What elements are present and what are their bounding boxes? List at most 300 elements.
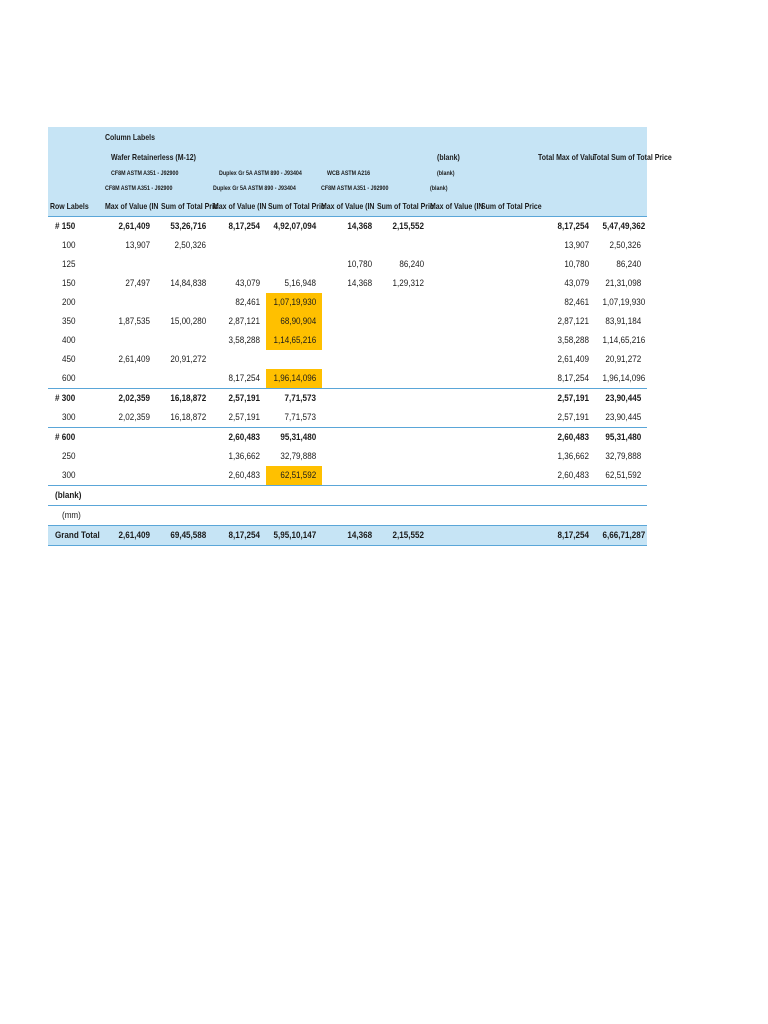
value-text: 1,14,65,216 — [273, 335, 317, 346]
group-wafer-retainerless: Wafer Retainerless (M-12) — [111, 152, 196, 162]
value-cell[interactable] — [96, 447, 156, 466]
table-row — [48, 274, 647, 293]
value-text: 21,31,098 — [605, 278, 641, 289]
value-text: 14,368 — [347, 530, 372, 541]
row-label[interactable] — [48, 274, 96, 293]
value-text: 32,79,888 — [605, 451, 641, 462]
value-text: 10,780 — [564, 259, 589, 270]
value-text: 15,00,280 — [170, 316, 206, 327]
value-text: 8,17,254 — [557, 373, 589, 384]
value-cell[interactable] — [322, 486, 378, 506]
value-cell[interactable] — [96, 217, 156, 237]
measure-header: Sum of Total Price — [481, 201, 542, 211]
row-label[interactable] — [48, 236, 96, 255]
value-cell[interactable] — [488, 236, 525, 255]
measure-header: Max of Value (IN — [105, 201, 159, 211]
value-cell[interactable] — [488, 466, 525, 486]
value-cell[interactable] — [430, 312, 488, 331]
row-label-text: 125 — [62, 259, 76, 270]
value-cell[interactable] — [212, 255, 266, 274]
value-cell[interactable] — [266, 428, 322, 448]
value-cell[interactable] — [488, 293, 525, 312]
table-row — [48, 369, 647, 389]
value-text: 7,71,573 — [284, 393, 316, 404]
value-cell[interactable] — [96, 389, 156, 409]
row-label[interactable] — [48, 526, 100, 546]
value-cell[interactable] — [488, 350, 525, 369]
value-text: 62,51,592 — [605, 470, 641, 481]
value-cell[interactable] — [430, 506, 488, 526]
value-cell[interactable] — [96, 526, 156, 546]
row-label-text: 100 — [62, 240, 76, 251]
table-row — [48, 312, 647, 331]
value-cell[interactable] — [156, 408, 212, 428]
value-cell[interactable] — [266, 447, 322, 466]
value-cell[interactable] — [212, 331, 266, 350]
value-cell[interactable] — [212, 526, 266, 546]
row-label[interactable] — [48, 486, 96, 506]
value-text: 2,60,483 — [228, 470, 260, 481]
row-label[interactable] — [48, 408, 96, 428]
value-text: 13,907 — [564, 240, 589, 251]
value-text: 7,71,573 — [284, 412, 316, 423]
value-cell[interactable] — [595, 217, 647, 237]
value-cell[interactable] — [378, 486, 430, 506]
value-cell[interactable] — [378, 255, 430, 274]
value-cell[interactable] — [212, 274, 266, 293]
value-cell[interactable] — [430, 466, 488, 486]
value-text: 32,79,888 — [280, 451, 316, 462]
value-text: 2,57,191 — [228, 412, 260, 423]
value-cell[interactable] — [266, 274, 322, 293]
value-cell[interactable] — [488, 217, 525, 237]
value-cell[interactable] — [430, 428, 488, 448]
value-cell[interactable] — [378, 331, 430, 350]
value-cell[interactable] — [525, 466, 595, 486]
value-text: 1,07,19,930 — [273, 297, 317, 308]
value-cell[interactable] — [378, 466, 430, 486]
value-cell[interactable] — [525, 408, 595, 428]
value-cell[interactable] — [595, 236, 647, 255]
value-cell[interactable] — [488, 526, 525, 546]
value-text: 95,31,480 — [605, 432, 641, 443]
value-cell[interactable] — [430, 274, 488, 293]
value-cell[interactable] — [96, 428, 156, 448]
value-cell[interactable] — [212, 506, 266, 526]
measure-header: Sum of Total Pric — [268, 201, 325, 211]
value-text: 43,079 — [564, 278, 589, 289]
row-label-text: # 150 — [55, 221, 76, 232]
value-cell[interactable] — [212, 447, 266, 466]
value-cell[interactable] — [96, 255, 156, 274]
table-row — [48, 236, 647, 255]
value-cell[interactable] — [322, 255, 378, 274]
value-cell[interactable] — [156, 428, 212, 448]
value-cell[interactable] — [430, 369, 488, 389]
value-cell[interactable] — [595, 389, 647, 409]
value-cell[interactable] — [378, 369, 430, 389]
material-label: (blank) — [437, 170, 455, 177]
value-text: 69,45,588 — [170, 530, 206, 541]
value-text: 5,16,948 — [284, 278, 316, 289]
value-text: 2,61,409 — [118, 354, 150, 365]
value-text: 14,84,838 — [170, 278, 206, 289]
value-text: 2,15,552 — [392, 221, 424, 232]
value-cell[interactable] — [322, 526, 378, 546]
value-text: 6,66,71,287 — [602, 530, 646, 541]
value-cell[interactable] — [156, 466, 212, 486]
value-cell[interactable] — [378, 312, 430, 331]
value-cell[interactable] — [322, 369, 378, 389]
value-cell[interactable] — [96, 506, 156, 526]
row-label[interactable] — [48, 428, 96, 448]
value-text: 8,17,254 — [228, 530, 260, 541]
value-text: 62,51,592 — [280, 470, 316, 481]
value-text: 1,96,14,096 — [273, 373, 317, 384]
value-cell[interactable] — [378, 447, 430, 466]
value-cell[interactable] — [322, 350, 378, 369]
value-cell[interactable] — [322, 466, 378, 486]
value-text: 1,29,312 — [392, 278, 424, 289]
value-cell[interactable] — [96, 312, 156, 331]
value-cell[interactable] — [212, 466, 266, 486]
value-cell[interactable] — [595, 486, 647, 506]
value-cell[interactable] — [488, 389, 525, 409]
column-labels[interactable]: Column Labels — [105, 132, 155, 142]
measure-header: Sum of Total Pric — [377, 201, 434, 211]
value-cell[interactable] — [378, 408, 430, 428]
measure-header: Max of Value (IN — [213, 201, 267, 211]
group-row — [48, 217, 647, 237]
total-sum-header: Total Sum of Total Price — [593, 152, 672, 162]
row-label-text: 200 — [62, 297, 76, 308]
value-cell[interactable] — [322, 506, 378, 526]
value-cell[interactable] — [430, 526, 488, 546]
value-cell[interactable] — [378, 217, 430, 237]
value-cell[interactable] — [266, 293, 322, 312]
value-cell[interactable] — [266, 331, 322, 350]
material-label: (blank) — [430, 185, 448, 192]
value-cell[interactable] — [595, 312, 647, 331]
value-cell[interactable] — [525, 447, 595, 466]
value-cell[interactable] — [212, 389, 266, 409]
row-label[interactable] — [48, 466, 96, 486]
row-labels[interactable]: Row Labels — [50, 201, 89, 211]
value-cell[interactable] — [212, 217, 266, 237]
value-cell[interactable] — [488, 428, 525, 448]
value-text: 23,90,445 — [605, 412, 641, 423]
value-cell[interactable] — [488, 255, 525, 274]
measure-header: Max of Value (IN — [321, 201, 375, 211]
value-cell[interactable] — [156, 274, 212, 293]
value-cell[interactable] — [378, 293, 430, 312]
value-cell[interactable] — [212, 369, 266, 389]
value-cell[interactable] — [322, 312, 378, 331]
value-cell[interactable] — [96, 293, 156, 312]
value-cell[interactable] — [430, 408, 488, 428]
value-cell[interactable] — [430, 255, 488, 274]
group-row — [48, 389, 647, 409]
value-cell[interactable] — [488, 274, 525, 293]
value-cell[interactable] — [156, 389, 212, 409]
value-cell[interactable] — [430, 486, 488, 506]
value-cell[interactable] — [430, 350, 488, 369]
value-cell[interactable] — [212, 408, 266, 428]
row-label[interactable] — [48, 217, 96, 237]
value-cell[interactable] — [322, 428, 378, 448]
value-cell[interactable] — [156, 506, 212, 526]
value-cell[interactable] — [595, 255, 647, 274]
value-cell[interactable] — [595, 350, 647, 369]
value-cell[interactable] — [430, 447, 488, 466]
value-cell[interactable] — [266, 466, 322, 486]
value-cell[interactable] — [488, 447, 525, 466]
value-cell[interactable] — [96, 350, 156, 369]
value-text: 2,61,409 — [118, 530, 150, 541]
value-cell[interactable] — [156, 350, 212, 369]
value-cell[interactable] — [156, 526, 212, 546]
row-label[interactable] — [48, 293, 96, 312]
row-label-text: Grand Total — [55, 530, 100, 541]
value-cell[interactable] — [525, 486, 595, 506]
value-cell[interactable] — [266, 236, 322, 255]
measure-header: Max of Value (IN — [430, 201, 484, 211]
value-cell[interactable] — [525, 369, 595, 389]
value-cell[interactable] — [156, 312, 212, 331]
value-text: 3,58,288 — [228, 335, 260, 346]
value-cell[interactable] — [378, 350, 430, 369]
value-cell[interactable] — [156, 486, 212, 506]
value-text: 16,18,872 — [170, 393, 206, 404]
measure-header: Sum of Total Pric — [161, 201, 218, 211]
value-cell[interactable] — [322, 389, 378, 409]
table-row — [48, 466, 647, 486]
pivot-header — [48, 127, 672, 216]
row-label[interactable] — [48, 447, 96, 466]
value-cell[interactable] — [378, 236, 430, 255]
table-row — [48, 293, 647, 312]
value-cell[interactable] — [488, 331, 525, 350]
table-row — [48, 506, 647, 526]
value-cell[interactable] — [266, 350, 322, 369]
value-cell[interactable] — [156, 217, 212, 237]
row-label-text: # 600 — [55, 432, 76, 443]
row-label[interactable] — [48, 331, 96, 350]
value-cell[interactable] — [525, 526, 595, 546]
value-cell[interactable] — [322, 217, 378, 237]
value-cell[interactable] — [96, 236, 156, 255]
value-text: 8,17,254 — [228, 221, 260, 232]
value-text: 2,15,552 — [392, 530, 424, 541]
value-cell[interactable] — [212, 486, 266, 506]
value-cell[interactable] — [525, 389, 595, 409]
value-cell[interactable] — [266, 312, 322, 331]
value-cell[interactable] — [488, 312, 525, 331]
value-cell[interactable] — [96, 274, 156, 293]
value-cell[interactable] — [430, 293, 488, 312]
value-cell[interactable] — [212, 350, 266, 369]
table-row — [48, 331, 647, 350]
value-cell[interactable] — [266, 217, 322, 237]
value-text: 2,50,326 — [609, 240, 641, 251]
value-text: 53,26,716 — [170, 221, 206, 232]
row-label[interactable] — [48, 506, 96, 526]
value-text: 10,780 — [347, 259, 372, 270]
value-cell[interactable] — [378, 526, 430, 546]
value-cell[interactable] — [595, 466, 647, 486]
value-cell[interactable] — [525, 312, 595, 331]
value-cell[interactable] — [595, 447, 647, 466]
value-cell[interactable] — [430, 217, 488, 237]
value-cell[interactable] — [212, 312, 266, 331]
value-cell[interactable] — [488, 486, 525, 506]
value-cell[interactable] — [156, 255, 212, 274]
value-text: 86,240 — [616, 259, 641, 270]
material-label: WCB ASTM A216 — [327, 170, 371, 177]
value-text: 20,91,272 — [605, 354, 641, 365]
group-blank: (blank) — [437, 152, 460, 162]
value-text: 2,57,191 — [228, 393, 260, 404]
value-cell[interactable] — [525, 274, 595, 293]
material-label: CF8M ASTM A351 - J92900 — [321, 185, 389, 192]
value-text: 2,61,409 — [118, 221, 150, 232]
value-text: 2,60,483 — [557, 470, 589, 481]
value-cell[interactable] — [378, 389, 430, 409]
row-label[interactable] — [48, 350, 96, 369]
row-label[interactable] — [48, 369, 96, 389]
grand-total-row — [48, 526, 647, 546]
value-cell[interactable] — [266, 389, 322, 409]
table-row — [48, 408, 647, 428]
material-label: Duplex Gr 5A ASTM 890 - J93404 — [219, 170, 302, 177]
value-text: 82,461 — [235, 297, 260, 308]
value-text: 2,57,191 — [557, 412, 589, 423]
value-text: 1,14,65,216 — [602, 335, 646, 346]
value-cell[interactable] — [595, 293, 647, 312]
row-label-text: 400 — [62, 335, 76, 346]
value-cell[interactable] — [488, 506, 525, 526]
row-label[interactable] — [48, 312, 96, 331]
value-cell[interactable] — [595, 408, 647, 428]
value-cell[interactable] — [322, 408, 378, 428]
value-cell[interactable] — [156, 236, 212, 255]
value-cell[interactable] — [266, 486, 322, 506]
value-cell[interactable] — [595, 331, 647, 350]
value-cell[interactable] — [156, 293, 212, 312]
value-cell[interactable] — [156, 369, 212, 389]
value-cell[interactable] — [525, 350, 595, 369]
value-cell[interactable] — [525, 217, 595, 237]
value-cell[interactable] — [488, 408, 525, 428]
value-cell[interactable] — [488, 369, 525, 389]
value-cell[interactable] — [525, 255, 595, 274]
value-cell[interactable] — [96, 331, 156, 350]
value-text: 13,907 — [125, 240, 150, 251]
value-text: 1,36,662 — [557, 451, 589, 462]
value-cell[interactable] — [322, 293, 378, 312]
value-cell[interactable] — [595, 428, 647, 448]
value-cell[interactable] — [525, 506, 595, 526]
value-cell[interactable] — [96, 466, 156, 486]
value-text: 27,497 — [125, 278, 150, 289]
value-cell[interactable] — [525, 331, 595, 350]
value-cell[interactable] — [595, 526, 647, 546]
value-text: 4,92,07,094 — [273, 221, 317, 232]
value-cell[interactable] — [378, 274, 430, 293]
value-text: 20,91,272 — [170, 354, 206, 365]
value-text: 2,02,359 — [118, 412, 150, 423]
value-cell[interactable] — [266, 526, 322, 546]
value-cell[interactable] — [266, 506, 322, 526]
value-cell[interactable] — [595, 274, 647, 293]
value-cell[interactable] — [378, 428, 430, 448]
value-text: 5,47,49,362 — [602, 221, 646, 232]
value-text: 23,90,445 — [605, 393, 641, 404]
value-text: 43,079 — [235, 278, 260, 289]
value-cell[interactable] — [525, 236, 595, 255]
value-cell[interactable] — [96, 369, 156, 389]
value-cell[interactable] — [212, 293, 266, 312]
value-cell[interactable] — [378, 506, 430, 526]
group-row — [48, 428, 647, 448]
value-cell[interactable] — [525, 293, 595, 312]
value-cell[interactable] — [322, 447, 378, 466]
value-text: 1,87,535 — [118, 316, 150, 327]
value-text: 2,61,409 — [557, 354, 589, 365]
value-text: 86,240 — [399, 259, 424, 270]
value-cell[interactable] — [96, 486, 156, 506]
value-text: 2,87,121 — [228, 316, 260, 327]
row-label[interactable] — [48, 389, 96, 409]
value-cell[interactable] — [595, 506, 647, 526]
value-cell[interactable] — [212, 428, 266, 448]
value-text: 5,95,10,147 — [273, 530, 317, 541]
value-cell[interactable] — [156, 447, 212, 466]
value-cell[interactable] — [96, 408, 156, 428]
value-cell[interactable] — [266, 255, 322, 274]
value-cell[interactable] — [266, 369, 322, 389]
value-text: 2,50,326 — [174, 240, 206, 251]
value-cell[interactable] — [156, 331, 212, 350]
material-label: CF8M ASTM A351 - J92900 — [111, 170, 179, 177]
value-text: 95,31,480 — [280, 432, 316, 443]
value-text: 2,02,359 — [118, 393, 150, 404]
value-cell[interactable] — [266, 408, 322, 428]
value-text: 14,368 — [347, 278, 372, 289]
row-label-text: 450 — [62, 354, 76, 365]
value-cell[interactable] — [430, 331, 488, 350]
row-label-text: 250 — [62, 451, 76, 462]
row-label[interactable] — [48, 255, 96, 274]
value-cell[interactable] — [322, 236, 378, 255]
table-row — [48, 447, 647, 466]
value-cell[interactable] — [430, 236, 488, 255]
value-cell[interactable] — [322, 331, 378, 350]
value-text: 68,90,904 — [280, 316, 316, 327]
value-cell[interactable] — [595, 369, 647, 389]
value-text: 14,368 — [347, 221, 372, 232]
material-label: CF8M ASTM A351 - J92900 — [105, 185, 173, 192]
total-max-header: Total Max of Valu — [538, 152, 595, 162]
value-cell[interactable] — [322, 274, 378, 293]
value-text: 8,17,254 — [557, 221, 589, 232]
value-cell[interactable] — [212, 236, 266, 255]
table-row — [48, 255, 647, 274]
value-cell[interactable] — [525, 428, 595, 448]
value-text: 1,36,662 — [228, 451, 260, 462]
value-cell[interactable] — [430, 389, 488, 409]
row-label-text: 300 — [62, 470, 76, 481]
